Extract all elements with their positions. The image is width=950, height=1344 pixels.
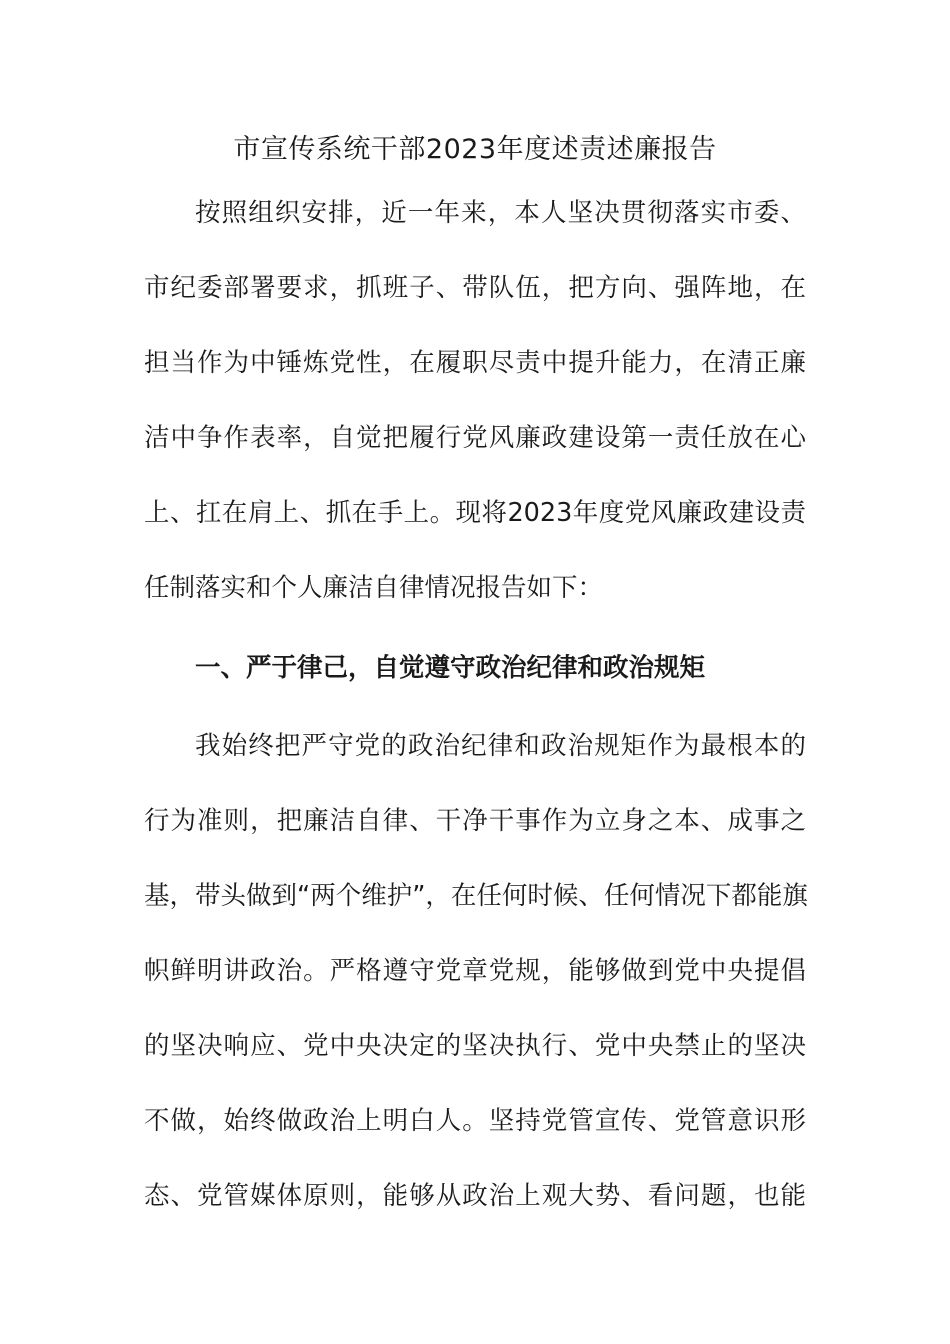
paragraph-line: 不做，始终做政治上明白人。坚持党管宣传、党管意识形: [144, 1106, 806, 1136]
section-heading: 一、严于律己，自觉遵守政治纪律和政治规矩: [195, 653, 706, 683]
paragraph-line: 任制落实和个人廉洁自律情况报告如下：: [144, 573, 604, 603]
paragraph-line: 我始终把严守党的政治纪律和政治规矩作为最根本的: [195, 731, 806, 761]
paragraph-line: 态、党管媒体原则，能够从政治上观大势、看问题，也能: [144, 1181, 806, 1211]
paragraph-line: 上、扛在肩上、抓在手上。现将2023年度党风廉政建设责: [144, 498, 806, 528]
paragraph-line: 洁中争作表率，自觉把履行党风廉政建设第一责任放在心: [144, 423, 806, 453]
paragraph-line: 的坚决响应、党中央决定的坚决执行、党中央禁止的坚决: [144, 1031, 806, 1061]
paragraph-line: 按照组织安排，近一年来，本人坚决贯彻落实市委、: [195, 198, 806, 228]
paragraph-line: 行为准则，把廉洁自律、干净干事作为立身之本、成事之: [144, 806, 806, 836]
paragraph-line: 担当作为中锤炼党性，在履职尽责中提升能力，在清正廉: [144, 348, 806, 378]
document-title: 市宣传系统干部2023年度述责述廉报告: [233, 134, 717, 165]
paragraph-line: 市纪委部署要求，抓班子、带队伍，把方向、强阵地，在: [144, 273, 806, 303]
paragraph-line: 基，带头做到“两个维护”，在任何时候、任何情况下都能旗: [144, 881, 808, 911]
paragraph-line: 帜鲜明讲政治。严格遵守党章党规，能够做到党中央提倡: [144, 956, 806, 986]
